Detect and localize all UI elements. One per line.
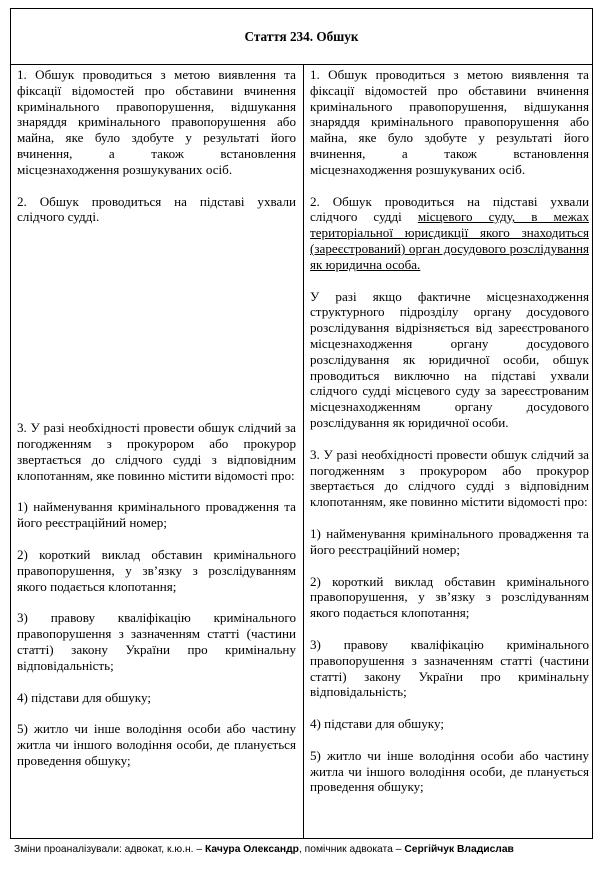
left-paragraph-3: 3. У разі необхідності провести обшук слідчий за погодженням з прокурором або прокурор звертається до слідчого судді з відповідним клопотанням, яке повинно містити відомості про: [17,420,296,483]
footer-middle: , помічник адвоката – [298,844,405,855]
footer-author-2: Сергійчук Владислав [404,844,514,855]
right-paragraph-2-text: 2. Обшук проводиться на підставі ухвали слідчого судді [310,193,589,225]
right-paragraph-2 [310,194,589,273]
right-paragraph-3: 3. У разі необхідності провести обшук слідчий за погодженням з прокурором або прокурор звертається до слідчого судді з відповідним клопотанням, яке повинно містити відомості про: [310,446,589,510]
current-wording-column [17,67,296,838]
left-spacer [17,225,296,420]
footer-author-1: Качура Олександр [204,844,299,855]
column-divider [303,65,304,838]
left-paragraph-2: 2. Обшук проводиться на підставі ухвали слідчого судді. [17,193,296,225]
right-item-2: 2) короткий виклад обставин кримінального правопорушення, у зв’язку з розслідуванням якого подається клопотання; [310,573,589,621]
proposed-wording-column [310,67,589,838]
right-item-1: 1) найменування кримінального провадження та його реєстраційний номер; [310,525,589,557]
footer-credits [14,843,600,857]
right-paragraph-2-added-text: місцевого суду, в межах територіальної юрисдикції якого знаходиться (зареєстрований) орган досудового розслідування як юридична особа. [310,209,589,272]
right-item-4: 4) підстави для обшуку; [310,716,444,732]
article-title: Стаття 234. Обшук [11,9,592,65]
right-item-3: 3) правову кваліфікацію кримінального правопорушення з зазначенням статті (частини статті) закону України про кримінальну відповідальність; [310,636,589,700]
left-item-5: 5) житло чи інше володіння особи або частину житла чи іншого володіння особи, де планується проведення обшуку; [17,721,296,768]
footer-prefix: Зміни проаналізували: адвокат, к.ю.н. – [14,844,205,855]
comparison-table [10,8,593,839]
left-paragraph-1: 1. Обшук проводиться з метою виявлення та фіксації відомостей про обставини вчинення кримінального правопорушення, відшукання знаряддя кримінального правопорушення або майна, яке було здобуте у результаті його вчинення, а також встановлення місцезнаходження розшукуваних осіб. [17,67,296,177]
left-item-2: 2) короткий виклад обставин кримінального правопорушення, у зв’язку з розслідуванням якого подається клопотання; [17,546,296,594]
right-paragraph-2b: У разі якщо фактичне місцезнаходження структурного підрозділу органу досудового розслідування відрізняється від зареєстрованого місцезнаходження органу досудового розслідування як юридичної особи, обшук проводиться виключно на підставі ухвали слідчого судді місцевого суду за зареєстрованим місцезнаходженням органу досудового розслідування як юридичної особи. [310,288,589,430]
left-item-3: 3) правову кваліфікацію кримінального правопорушення з зазначенням статті (частини статті) закону України про кримінальну відповідальність; [17,610,296,673]
left-item-4: 4) підстави для обшуку; [17,689,151,705]
right-paragraph-1: 1. Обшук проводиться з метою виявлення та фіксації відомостей про обставини вчинення кримінального правопорушення, відшукання знаряддя кримінального правопорушення або майна, яке було здобуте у результаті його вчинення, а також встановлення місцезнаходження розшукуваних осіб. [310,67,589,177]
right-item-5: 5) житло чи інше володіння особи або частину житла чи іншого володіння особи, де планується проведення обшуку; [310,747,589,795]
left-item-1: 1) найменування кримінального провадження та його реєстраційний номер; [17,499,296,531]
